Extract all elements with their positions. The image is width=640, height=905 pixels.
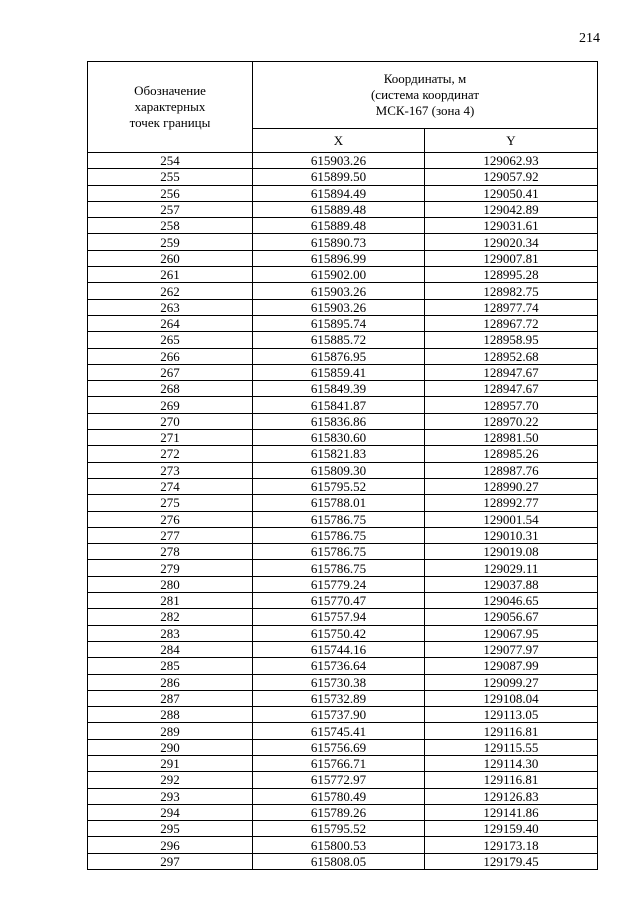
y-coordinate-cell: 129010.31 <box>425 527 598 543</box>
point-id-cell: 254 <box>88 153 253 169</box>
point-header-line-3: точек границы <box>129 115 211 130</box>
x-coordinate-cell: 615780.49 <box>253 788 425 804</box>
x-coordinate-cell: 615786.75 <box>253 527 425 543</box>
y-coordinate-cell: 129019.08 <box>425 544 598 560</box>
point-id-cell: 264 <box>88 315 253 331</box>
y-coordinate-cell: 128958.95 <box>425 332 598 348</box>
table-row <box>88 755 598 771</box>
x-coordinate-cell: 615903.26 <box>253 299 425 315</box>
page-number: 214 <box>579 31 600 46</box>
table-row <box>88 364 598 380</box>
x-coordinate-cell: 615795.52 <box>253 478 425 494</box>
y-coordinate-cell: 128992.77 <box>425 495 598 511</box>
point-id-cell: 260 <box>88 250 253 266</box>
point-header-line-1: Обозначение <box>134 83 206 98</box>
table-row <box>88 625 598 641</box>
x-coordinate-cell: 615750.42 <box>253 625 425 641</box>
point-column-header <box>88 62 253 153</box>
table-row <box>88 674 598 690</box>
point-id-cell: 277 <box>88 527 253 543</box>
point-id-cell: 280 <box>88 576 253 592</box>
x-coordinate-cell: 615756.69 <box>253 739 425 755</box>
x-coordinate-cell: 615808.05 <box>253 853 425 869</box>
y-coordinate-cell: 129077.97 <box>425 641 598 657</box>
x-coordinate-cell: 615800.53 <box>253 837 425 853</box>
y-coordinate-cell: 129108.04 <box>425 690 598 706</box>
x-coordinate-cell: 615830.60 <box>253 430 425 446</box>
point-id-cell: 292 <box>88 772 253 788</box>
x-coordinate-cell: 615770.47 <box>253 593 425 609</box>
x-coordinate-cell: 615896.99 <box>253 250 425 266</box>
table-row <box>88 430 598 446</box>
x-coordinate-cell: 615757.94 <box>253 609 425 625</box>
y-coordinate-cell: 129116.81 <box>425 723 598 739</box>
x-coordinate-cell: 615736.64 <box>253 658 425 674</box>
table-row <box>88 511 598 527</box>
point-id-cell: 295 <box>88 821 253 837</box>
x-coordinate-cell: 615795.52 <box>253 821 425 837</box>
y-coordinate-cell: 129037.88 <box>425 576 598 592</box>
table-row <box>88 837 598 853</box>
x-coordinate-cell: 615821.83 <box>253 446 425 462</box>
table-row <box>88 690 598 706</box>
y-coordinate-cell: 129020.34 <box>425 234 598 250</box>
table-row <box>88 609 598 625</box>
y-coordinate-cell: 129056.67 <box>425 609 598 625</box>
table-row <box>88 299 598 315</box>
y-coordinate-cell: 129099.27 <box>425 674 598 690</box>
x-coordinate-cell: 615889.48 <box>253 218 425 234</box>
table-row <box>88 641 598 657</box>
y-coordinate-cell: 128987.76 <box>425 462 598 478</box>
point-id-cell: 266 <box>88 348 253 364</box>
x-coordinate-cell: 615890.73 <box>253 234 425 250</box>
point-id-cell: 288 <box>88 707 253 723</box>
y-coordinate-cell: 129126.83 <box>425 788 598 804</box>
x-coordinate-cell: 615903.26 <box>253 153 425 169</box>
table-row <box>88 739 598 755</box>
table-row <box>88 169 598 185</box>
table-row <box>88 413 598 429</box>
coordinates-group-header <box>253 62 598 129</box>
table-row <box>88 218 598 234</box>
table-row <box>88 495 598 511</box>
y-coordinate-cell: 128990.27 <box>425 478 598 494</box>
table-row <box>88 593 598 609</box>
x-coordinate-cell: 615786.75 <box>253 544 425 560</box>
x-coordinate-cell: 615836.86 <box>253 413 425 429</box>
table-row <box>88 446 598 462</box>
x-coordinate-cell: 615841.87 <box>253 397 425 413</box>
point-id-cell: 274 <box>88 478 253 494</box>
point-id-cell: 261 <box>88 267 253 283</box>
point-id-cell: 256 <box>88 185 253 201</box>
x-coordinate-cell: 615744.16 <box>253 641 425 657</box>
table-row <box>88 478 598 494</box>
y-coordinate-cell: 129179.45 <box>425 853 598 869</box>
table-row <box>88 527 598 543</box>
point-id-cell: 282 <box>88 609 253 625</box>
point-id-cell: 269 <box>88 397 253 413</box>
table-row <box>88 788 598 804</box>
point-id-cell: 289 <box>88 723 253 739</box>
x-coordinate-cell: 615772.97 <box>253 772 425 788</box>
point-id-cell: 255 <box>88 169 253 185</box>
table-row <box>88 250 598 266</box>
x-coordinate-cell: 615786.75 <box>253 560 425 576</box>
y-coordinate-cell: 128952.68 <box>425 348 598 364</box>
y-coordinate-cell: 129029.11 <box>425 560 598 576</box>
x-coordinate-cell: 615889.48 <box>253 201 425 217</box>
table-row <box>88 348 598 364</box>
point-id-cell: 267 <box>88 364 253 380</box>
table-row <box>88 234 598 250</box>
table-row <box>88 315 598 331</box>
y-coordinate-cell: 128947.67 <box>425 364 598 380</box>
point-id-cell: 258 <box>88 218 253 234</box>
table-row <box>88 201 598 217</box>
point-id-cell: 263 <box>88 299 253 315</box>
point-id-cell: 265 <box>88 332 253 348</box>
y-coordinate-cell: 128957.70 <box>425 397 598 413</box>
x-coordinate-cell: 615732.89 <box>253 690 425 706</box>
y-coordinate-cell: 129001.54 <box>425 511 598 527</box>
y-coordinate-cell: 128967.72 <box>425 315 598 331</box>
point-id-cell: 287 <box>88 690 253 706</box>
point-id-cell: 273 <box>88 462 253 478</box>
x-coordinate-cell: 615895.74 <box>253 315 425 331</box>
point-id-cell: 279 <box>88 560 253 576</box>
y-coordinate-cell: 129042.89 <box>425 201 598 217</box>
point-id-cell: 286 <box>88 674 253 690</box>
x-coordinate-cell: 615859.41 <box>253 364 425 380</box>
point-id-cell: 270 <box>88 413 253 429</box>
table-row <box>88 381 598 397</box>
y-coordinate-cell: 128947.67 <box>425 381 598 397</box>
point-id-cell: 296 <box>88 837 253 853</box>
table-row <box>88 185 598 201</box>
y-coordinate-cell: 129115.55 <box>425 739 598 755</box>
x-coordinate-cell: 615903.26 <box>253 283 425 299</box>
table-row <box>88 853 598 869</box>
x-coordinate-cell: 615894.49 <box>253 185 425 201</box>
x-coordinate-cell: 615885.72 <box>253 332 425 348</box>
table-row <box>88 332 598 348</box>
x-coordinate-cell: 615786.75 <box>253 511 425 527</box>
y-coordinate-cell: 129114.30 <box>425 755 598 771</box>
y-coordinate-cell: 128977.74 <box>425 299 598 315</box>
coord-header-line-2: (система координат <box>370 87 480 103</box>
y-coordinate-cell: 129007.81 <box>425 250 598 266</box>
y-coordinate-cell: 129159.40 <box>425 821 598 837</box>
point-id-cell: 257 <box>88 201 253 217</box>
point-id-cell: 285 <box>88 658 253 674</box>
y-column-header: Y <box>425 129 598 153</box>
point-id-cell: 271 <box>88 430 253 446</box>
table-row <box>88 821 598 837</box>
x-coordinate-cell: 615779.24 <box>253 576 425 592</box>
point-id-cell: 284 <box>88 641 253 657</box>
x-coordinate-cell: 615788.01 <box>253 495 425 511</box>
coordinates-table <box>87 61 598 870</box>
y-coordinate-cell: 129062.93 <box>425 153 598 169</box>
x-coordinate-cell: 615737.90 <box>253 707 425 723</box>
table-row <box>88 153 598 169</box>
point-id-cell: 259 <box>88 234 253 250</box>
y-coordinate-cell: 129113.05 <box>425 707 598 723</box>
y-coordinate-cell: 129116.81 <box>425 772 598 788</box>
point-id-cell: 283 <box>88 625 253 641</box>
y-coordinate-cell: 129141.86 <box>425 804 598 820</box>
point-id-cell: 276 <box>88 511 253 527</box>
y-coordinate-cell: 129057.92 <box>425 169 598 185</box>
y-coordinate-cell: 129050.41 <box>425 185 598 201</box>
point-id-cell: 278 <box>88 544 253 560</box>
point-id-cell: 281 <box>88 593 253 609</box>
y-coordinate-cell: 129046.65 <box>425 593 598 609</box>
point-id-cell: 268 <box>88 381 253 397</box>
point-id-cell: 290 <box>88 739 253 755</box>
table-row <box>88 772 598 788</box>
point-id-cell: 275 <box>88 495 253 511</box>
coord-header-line-1: Координаты, м <box>383 71 467 87</box>
y-coordinate-cell: 129031.61 <box>425 218 598 234</box>
x-coordinate-cell: 615730.38 <box>253 674 425 690</box>
coordinates-table-body <box>88 153 598 870</box>
point-header-line-2: характерных <box>134 99 206 114</box>
table-row <box>88 560 598 576</box>
table-row <box>88 283 598 299</box>
y-coordinate-cell: 129067.95 <box>425 625 598 641</box>
x-coordinate-cell: 615899.50 <box>253 169 425 185</box>
x-coordinate-cell: 615809.30 <box>253 462 425 478</box>
y-coordinate-cell: 128981.50 <box>425 430 598 446</box>
x-coordinate-cell: 615902.00 <box>253 267 425 283</box>
table-row <box>88 576 598 592</box>
table-row <box>88 267 598 283</box>
point-id-cell: 293 <box>88 788 253 804</box>
x-coordinate-cell: 615789.26 <box>253 804 425 820</box>
table-row <box>88 707 598 723</box>
x-column-header: X <box>253 129 425 153</box>
point-id-cell: 291 <box>88 755 253 771</box>
x-coordinate-cell: 615876.95 <box>253 348 425 364</box>
x-coordinate-cell: 615745.41 <box>253 723 425 739</box>
point-id-cell: 294 <box>88 804 253 820</box>
point-id-cell: 272 <box>88 446 253 462</box>
y-coordinate-cell: 128995.28 <box>425 267 598 283</box>
table-row <box>88 544 598 560</box>
coord-header-line-3: МСК-167 (зона 4) <box>375 103 475 119</box>
point-id-cell: 297 <box>88 853 253 869</box>
table-row <box>88 462 598 478</box>
y-coordinate-cell: 128982.75 <box>425 283 598 299</box>
x-coordinate-cell: 615766.71 <box>253 755 425 771</box>
point-id-cell: 262 <box>88 283 253 299</box>
y-coordinate-cell: 128970.22 <box>425 413 598 429</box>
y-coordinate-cell: 128985.26 <box>425 446 598 462</box>
y-coordinate-cell: 129087.99 <box>425 658 598 674</box>
table-row <box>88 397 598 413</box>
table-row <box>88 804 598 820</box>
x-coordinate-cell: 615849.39 <box>253 381 425 397</box>
table-row <box>88 658 598 674</box>
table-row <box>88 723 598 739</box>
y-coordinate-cell: 129173.18 <box>425 837 598 853</box>
